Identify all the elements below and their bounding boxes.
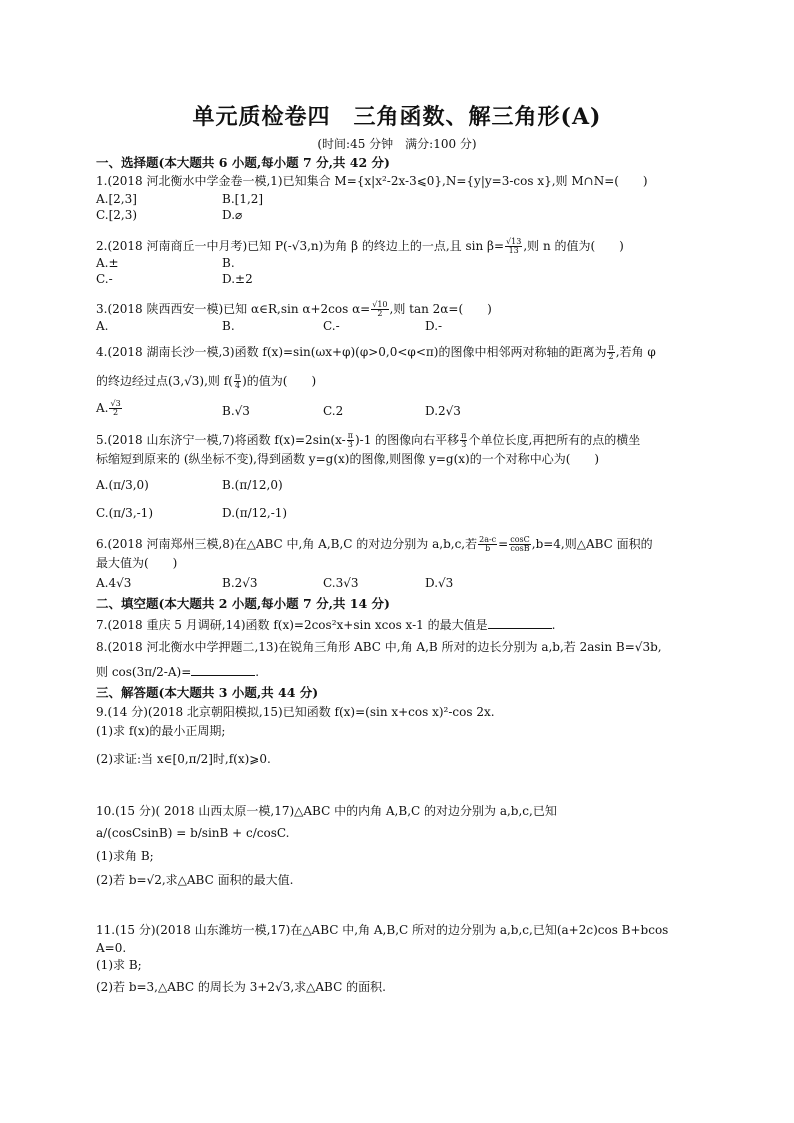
question-5-option-c: C.(π/3,-1): [96, 506, 153, 520]
page-title: 单元质检卷四 三角函数、解三角形(A): [192, 104, 602, 130]
answer-blank[interactable]: [191, 664, 255, 676]
question-1-option-c: C.[2,3): [96, 208, 138, 222]
question-9-part-2: (2)求证:当 x∈[0,π/2]时,f(x)⩾0.: [96, 752, 271, 766]
question-5-stem-line2: 标缩短到原来的 (纵坐标不变),得到函数 y=g(x)的图像,则图像 y=g(x)的一个对称中心为( ): [96, 452, 600, 466]
question-4-fraction-1: $\frac{\pi}{2}$: [608, 343, 614, 361]
question-5-option-a: A.(π/3,0): [96, 478, 149, 492]
question-6-stem-line2: 最大值为( ): [96, 556, 178, 570]
question-11-stem-line1: 11.(15 分)(2018 山东潍坊一模,17)在△ABC 中,角 A,B,C 所对的边分别为 a,b,c,已知(a+2c)cos B+bcos: [96, 923, 669, 937]
question-11-part-1: (1)求 B;: [96, 958, 142, 972]
question-6-option-b: B.2√3: [222, 576, 258, 590]
question-4-stem-line1: 4.(2018 湖南长沙一模,3)函数 f(x)=sin(ωx+φ)(φ>0,0<φ<π)的图像中相邻两对称轴的距离为 $\frac{\pi}{2}$ ,若角 φ: [96, 343, 656, 361]
answer-blank[interactable]: [488, 617, 552, 629]
section-fill-heading: 二、填空题(本大题共 2 小题,每小题 7 分,共 14 分): [96, 596, 390, 611]
question-4-option-b: B.√3: [222, 404, 250, 418]
question-1-option-b: B.[1,2]: [222, 192, 264, 206]
question-2-text: 2.(2018 河南商丘一中月考)已知 P(-√3,n)为角 β 的终边上的一点,且 sin β=: [96, 239, 505, 253]
question-10-part-1: (1)求角 B;: [96, 849, 154, 863]
question-1-option-a: A.[2,3]: [96, 192, 137, 206]
question-4-option-a: A. $\frac{√3}{2}$: [96, 399, 121, 417]
question-1-option-d: D.⌀: [222, 208, 243, 222]
question-3-fraction: $\frac{√10}{2}$: [372, 300, 388, 318]
question-6-option-d: D.√3: [425, 576, 454, 590]
question-10-part-2: (2)若 b=√2,求△ABC 面积的最大值.: [96, 873, 294, 887]
question-7-stem: 7.(2018 重庆 5 月调研,14)函数 f(x)=2cos²x+sin xcos x-1 的最大值是 .: [96, 618, 556, 632]
question-2-option-c: C.-: [96, 272, 113, 286]
question-2-option-a: A.±: [96, 256, 119, 270]
question-5-option-d: D.(π/12,-1): [222, 506, 288, 520]
question-3-option-c: C.-: [323, 319, 340, 333]
question-9-stem: 9.(14 分)(2018 北京朝阳模拟,15)已知函数 f(x)=(sin x+cos x)²-cos 2x.: [96, 705, 495, 719]
section-answer-heading: 三、解答题(本大题共 3 小题,共 44 分): [96, 685, 319, 700]
question-4-option-d: D.2√3: [425, 404, 461, 418]
question-5-stem-line1: 5.(2018 山东济宁一模,7)将函数 f(x)=2sin(x- $\frac{\pi}{3}$ )-1 的图像向右平移 $\frac{\pi}{3}$ 个单位长度,再把所有的点的横坐: [96, 431, 641, 449]
question-3-text-end: ,则 tan 2α=( ): [389, 302, 492, 316]
question-11-stem-line2: A=0.: [96, 941, 127, 955]
question-11-part-2: (2)若 b=3,△ABC 的周长为 3+2√3,求△ABC 的面积.: [96, 980, 386, 994]
question-3-stem: [96, 301, 492, 318]
question-4-fraction-2: $\frac{\pi}{4}$: [234, 372, 241, 390]
question-10-equation: a/(cosCsinB) = b/sinB + c/cosC.: [96, 826, 290, 840]
question-8-stem-line2: 则 cos(3π/2-A)= .: [96, 665, 260, 679]
question-6-option-c: C.3√3: [323, 576, 359, 590]
question-2-fraction: $\frac{√13}{13}$: [506, 237, 522, 255]
question-10-stem: 10.(15 分)( 2018 山西太原一模,17)△ABC 中的内角 A,B,C 的对边分别为 a,b,c,已知: [96, 804, 557, 818]
question-8-stem-line1: 8.(2018 河北衡水中学押题二,13)在锐角三角形 ABC 中,角 A,B 所对的边长分别为 a,b,若 2asin B=√3b,: [96, 640, 662, 654]
question-4-option-c: C.2: [323, 404, 344, 418]
question-2-option-d: D.±2: [222, 272, 253, 286]
question-3-option-a: A.: [96, 319, 109, 333]
question-5-option-b: B.(π/12,0): [222, 478, 283, 492]
question-6-option-a: A.4√3: [96, 576, 132, 590]
question-2-option-b: B.: [222, 256, 235, 270]
question-3-option-b: B.: [222, 319, 235, 333]
question-2-stem: [96, 238, 624, 255]
question-4-stem-line2: 的终边经过点(3,√3),则 f( $\frac{\pi}{4}$ )的值为( ): [96, 372, 317, 390]
question-9-part-1: (1)求 f(x)的最小正周期;: [96, 724, 226, 738]
question-1-stem: 1.(2018 河北衡水中学金卷一模,1)已知集合 M={x|x²-2x-3⩽0},N={y|y=3-cos x},则 M∩N=( ): [96, 174, 648, 188]
question-6-stem-line1: 6.(2018 河南郑州三模,8)在△ABC 中,角 A,B,C 的对边分别为 a,b,c,若 $\frac{2a-c}{b}$ = $\frac{\cos C}{\cos B}$ ,b=4,则△ABC 面积的: [96, 535, 653, 553]
question-3-option-d: D.-: [425, 319, 443, 333]
section-choice-heading: 一、选择题(本大题共 6 小题,每小题 7 分,共 42 分): [96, 155, 390, 170]
page-subtitle: (时间:45 分钟 满分:100 分): [317, 137, 477, 151]
question-3-text: 3.(2018 陕西西安一模)已知 α∈R,sin α+2cos α=: [96, 302, 371, 316]
question-2-text-end: ,则 n 的值为( ): [523, 239, 624, 253]
